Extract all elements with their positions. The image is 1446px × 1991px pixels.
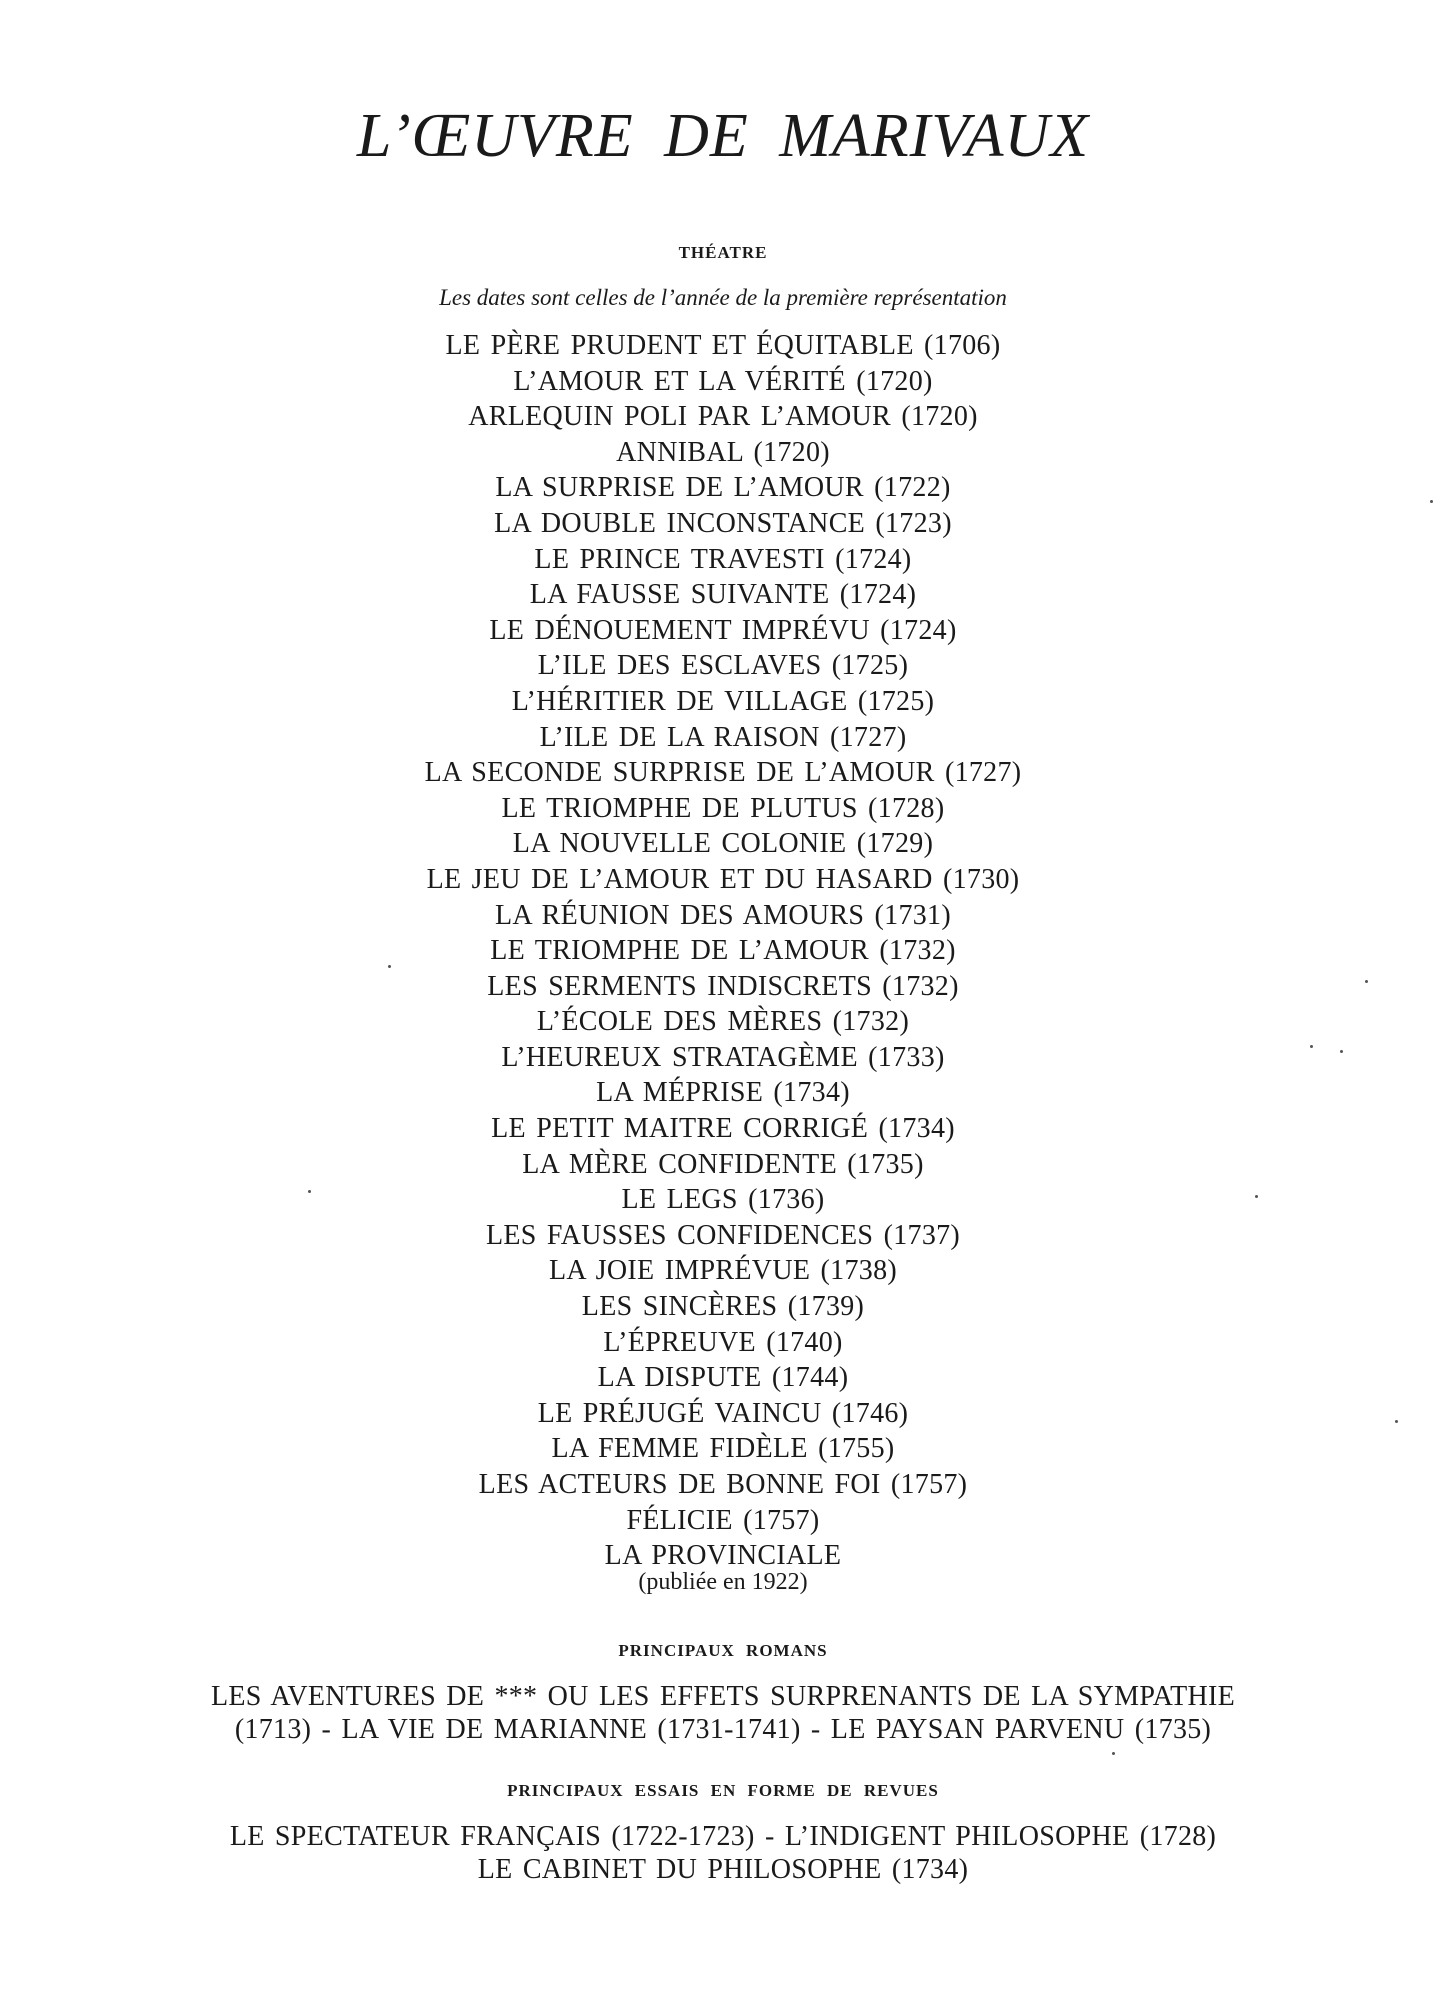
essays-heading: PRINCIPAUX ESSAIS EN FORME DE REVUES: [507, 1781, 939, 1800]
list-item: L’ILE DE LA RAISON (1727): [539, 721, 907, 753]
list-item: FÉLICIE (1757): [626, 1504, 820, 1536]
list-item: LES ACTEURS DE BONNE FOI (1757): [478, 1469, 968, 1500]
list-item: LE TRIOMPHE DE L’AMOUR (1732): [490, 935, 956, 967]
scan-speck: [1395, 1420, 1398, 1423]
list-item: LE PRÉJUGÉ VAINCU (1746): [537, 1397, 909, 1429]
list-item: LA SURPRISE DE L’AMOUR (1722): [495, 472, 951, 504]
list-item: LA FEMME FIDÈLE (1755): [551, 1433, 895, 1465]
novels-list: [0, 1680, 1446, 1746]
list-item: LE TRIOMPHE DE PLUTUS (1728): [501, 792, 945, 824]
scan-speck: [1310, 1045, 1313, 1048]
list-item: LE LEGS (1736): [621, 1184, 825, 1216]
list-item: LES SERMENTS INDISCRETS (1732): [487, 970, 959, 1002]
list-item: LA MÈRE CONFIDENTE (1735): [522, 1148, 924, 1180]
list-item: LA JOIE IMPRÉVUE (1738): [549, 1255, 897, 1287]
list-item: L’HEUREUX STRATAGÈME (1733): [501, 1041, 945, 1073]
scan-speck: [1430, 500, 1433, 503]
plays-list: [0, 328, 1446, 1574]
list-item: L’AMOUR ET LA VÉRITÉ (1720): [513, 365, 933, 397]
list-item: LES FAUSSES CONFIDENCES (1737): [485, 1219, 961, 1251]
theatre-subtitle: Les dates sont celles de l’année de la première représentation: [439, 285, 1007, 310]
list-item: LE PETIT MAITRE CORRIGÉ (1734): [491, 1113, 955, 1145]
scan-speck: [1340, 1050, 1343, 1053]
novels-heading: PRINCIPAUX ROMANS: [618, 1641, 828, 1660]
novels-line: (1713) - LA VIE DE MARIANNE (1731-1741) - LE PAYSAN PARVENU (1735): [234, 1714, 1212, 1745]
list-item: LA RÉUNION DES AMOURS (1731): [495, 899, 951, 931]
list-item: LE PÈRE PRUDENT ET ÉQUITABLE (1706): [445, 330, 1001, 361]
list-item: L’HÉRITIER DE VILLAGE (1725): [511, 685, 935, 717]
list-item: L’ILE DES ESCLAVES (1725): [537, 650, 909, 682]
scan-speck: [1255, 1195, 1258, 1198]
essays-line: LE CABINET DU PHILOSOPHE (1734): [477, 1854, 969, 1885]
list-item: L’ÉCOLE DES MÈRES (1732): [536, 1006, 910, 1038]
scan-speck: [388, 965, 391, 968]
list-item: ANNIBAL (1720): [616, 436, 830, 468]
list-item: LE JEU DE L’AMOUR ET DU HASARD (1730): [426, 863, 1020, 895]
page-title: L’ŒUVRE DE MARIVAUX: [356, 102, 1090, 170]
scan-speck: [1365, 980, 1368, 983]
published-note: (publiée en 1922): [638, 1569, 808, 1595]
list-item: LA DOUBLE INCONSTANCE (1723): [494, 507, 952, 539]
novels-line: LES AVENTURES DE *** OU LES EFFETS SURPRENANTS DE LA SYMPATHIE: [210, 1681, 1236, 1712]
list-item: LA MÉPRISE (1734): [596, 1077, 850, 1109]
list-item: LA SECONDE SURPRISE DE L’AMOUR (1727): [424, 757, 1022, 789]
list-item: LE PRINCE TRAVESTI (1724): [534, 543, 912, 575]
essays-list: [0, 1820, 1446, 1886]
essays-line: LE SPECTATEUR FRANÇAIS (1722-1723) - L’INDIGENT PHILOSOPHE (1728): [229, 1821, 1217, 1852]
scan-speck: [1112, 1752, 1115, 1755]
list-item: LA NOUVELLE COLONIE (1729): [512, 828, 934, 860]
list-item: LE DÉNOUEMENT IMPRÉVU (1724): [489, 614, 957, 646]
list-item: LA DISPUTE (1744): [597, 1362, 849, 1394]
list-item: L’ÉPREUVE (1740): [603, 1326, 843, 1358]
list-item: LA FAUSSE SUIVANTE (1724): [529, 579, 917, 611]
scan-speck: [308, 1190, 311, 1193]
list-item: ARLEQUIN POLI PAR L’AMOUR (1720): [468, 401, 978, 433]
list-item: LA PROVINCIALE: [604, 1540, 842, 1572]
theatre-heading: THÉATRE: [678, 243, 768, 262]
list-item: LES SINCÈRES (1739): [581, 1291, 865, 1323]
